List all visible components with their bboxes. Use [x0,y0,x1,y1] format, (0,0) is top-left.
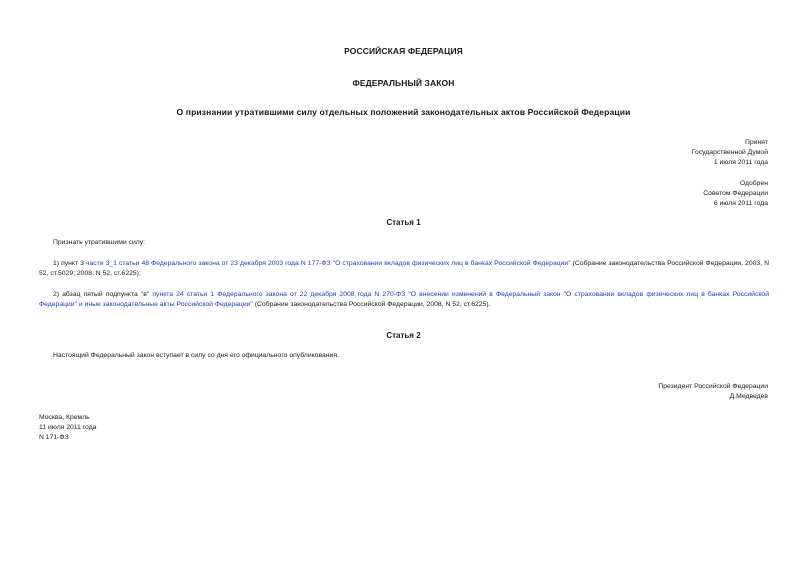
place-date: 11 июля 2011 года [39,424,97,431]
item-2-law-link[interactable]: пункта 24 статьи 1 Федерального закона от 22 декабря 2008 года N 270-ФЗ "О внесении изменений в Федеральный закон "О страховании вкладов физических лиц в банках Российской Федерации" и иные законодательные акты Российской Федерации" [39,291,769,308]
adopted-date: 1 июля 2011 года [713,159,768,166]
place-city: Москва, Кремль [39,414,90,421]
approved-by: Советом Федерации [703,190,768,197]
law-number: N 171-ФЗ [39,434,69,441]
article-1-intro-text: Признать утратившими силу: [53,239,146,246]
adopted-by: Государственной Думой [691,149,768,156]
law-title: О признании утратившими силу отдельных положений законодательных актов Российской Федерации [176,107,631,117]
approved-block [703,179,768,209]
article-2-title: Статья 2 [386,331,421,340]
article-2-body: Настоящий Федеральный закон вступает в силу со дня его официального опубликования. [53,352,339,359]
signature-name: Д.Медведев [729,393,768,400]
approved-date: 6 июля 2011 года [713,200,768,207]
doc-type-heading: ФЕДЕРАЛЬНЫЙ ЗАКОН [352,78,455,88]
signature-position: Президент Российской Федерации [658,383,768,390]
article-1-intro [39,238,769,248]
approved-label: Одобрен [739,180,768,187]
country-heading: РОССИЙСКАЯ ФЕДЕРАЦИЯ [344,46,463,56]
adopted-block [692,138,768,168]
article-1-item-1 [39,259,769,279]
item-1-prefix: 1) пункт 3 [53,260,86,267]
item-2-prefix: 2) абзац пятый подпункта "в" [53,291,153,298]
article-2-text [39,351,769,361]
article-1-title: Статья 1 [386,218,421,227]
place-date-block [39,413,96,443]
item-1-suffix: (Собрание законодательства Российской Федерации, 2003, N 52, ст.5029; 2008, N 52, ст.6225); [39,260,769,277]
adopted-label: Принят [744,139,768,146]
item-1-law-link[interactable]: части 3_1 статьи 48 Федерального закона от 23 декабря 2003 года N 177-ФЗ "О страховании вкладов физических лиц в банках Российской Федерации" [85,260,571,267]
signature-block [658,382,768,402]
article-1-item-2 [39,290,769,310]
item-2-suffix: (Собрание законодательства Российской Федерации, 2008, N 52, ст.6225). [252,301,491,308]
